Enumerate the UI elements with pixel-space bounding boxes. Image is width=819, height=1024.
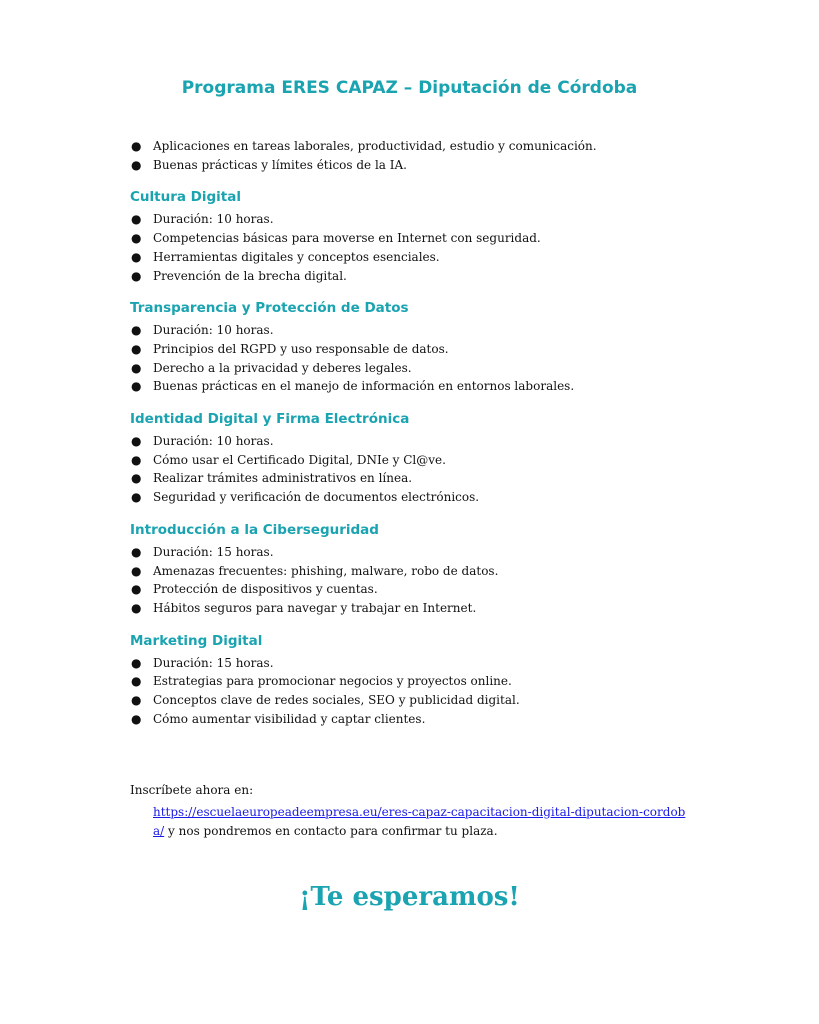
- list-item-text: Cómo usar el Certificado Digital, DNIe y Cl@ve.: [153, 452, 446, 467]
- bullet-icon: ●: [131, 268, 142, 283]
- list-item: [130, 580, 730, 599]
- list-item: [130, 562, 730, 581]
- list-item: [130, 377, 730, 396]
- list-item: [130, 137, 730, 156]
- list-item-text: Buenas prácticas y límites éticos de la IA.: [153, 157, 407, 172]
- registration-link[interactable]: https://escuelaeuropeadeempresa.eu/eres-capaz-capacitacion-digital-diputacion-cordoba/: [153, 805, 686, 838]
- bullet-icon: ●: [131, 231, 142, 246]
- section-heading-transparencia: Transparencia y Protección de Datos: [130, 300, 409, 317]
- list-item: [130, 248, 730, 267]
- bullet-icon: ●: [131, 341, 142, 356]
- list-item: [130, 321, 730, 340]
- bullet-icon: ●: [131, 379, 142, 394]
- list-item: [130, 229, 730, 248]
- list-item-text: Conceptos clave de redes sociales, SEO y publicidad digital.: [153, 693, 520, 708]
- list-item-text: Protección de dispositivos y cuentas.: [153, 582, 378, 597]
- list-item: [130, 156, 730, 175]
- list-item: [130, 710, 730, 729]
- list-item: [130, 488, 730, 507]
- list-item: [130, 210, 730, 229]
- section-list-ciberseguridad: [130, 543, 730, 618]
- section-heading-cultura-digital: Cultura Digital: [130, 189, 241, 206]
- list-item: [130, 672, 730, 691]
- registration-lead: Inscríbete ahora en:: [130, 783, 254, 797]
- list-item-text: Competencias básicas para moverse en Internet con seguridad.: [153, 231, 541, 246]
- list-item: [130, 267, 730, 286]
- list-item-text: Duración: 10 horas.: [153, 323, 274, 338]
- list-item-text: Buenas prácticas en el manejo de información en entornos laborales.: [153, 379, 575, 394]
- bullet-icon: ●: [131, 674, 142, 689]
- bullet-icon: ●: [131, 249, 142, 264]
- section-list-transparencia: [130, 321, 730, 396]
- bullet-icon: ●: [131, 711, 142, 726]
- bullet-icon: ●: [131, 563, 142, 578]
- bullet-icon: ●: [131, 693, 142, 708]
- list-item-text: Derecho a la privacidad y deberes legales.: [153, 360, 412, 375]
- list-item-text: Aplicaciones en tareas laborales, productividad, estudio y comunicación.: [153, 139, 597, 153]
- document-title: Programa ERES CAPAZ – Diputación de Córdoba: [181, 78, 638, 98]
- list-item-text: Amenazas frecuentes: phishing, malware, robo de datos.: [153, 563, 499, 578]
- bullet-icon: ●: [131, 490, 142, 505]
- list-item-text: Seguridad y verificación de documentos electrónicos.: [153, 490, 480, 505]
- bullet-icon: ●: [131, 582, 142, 597]
- list-item: [130, 599, 730, 618]
- bullet-icon: ●: [131, 471, 142, 486]
- list-item-text: Estrategias para promocionar negocios y proyectos online.: [153, 674, 512, 689]
- section-heading-identidad-digital: Identidad Digital y Firma Electrónica: [130, 411, 410, 428]
- section-heading-marketing-digital: Marketing Digital: [130, 632, 263, 649]
- list-item: [130, 543, 730, 562]
- list-item: [130, 691, 730, 710]
- list-item-text: Duración: 10 horas.: [153, 212, 274, 227]
- bullet-icon: ●: [131, 600, 142, 615]
- intro-bullet-list: [130, 137, 730, 174]
- bullet-icon: ●: [131, 434, 142, 449]
- list-item-text: Hábitos seguros para navegar y trabajar en Internet.: [153, 600, 477, 615]
- list-item-text: Prevención de la brecha digital.: [153, 268, 347, 283]
- list-item-text: Duración: 15 horas.: [153, 655, 274, 670]
- bullet-icon: ●: [131, 655, 142, 670]
- closing-message: ¡Te esperamos!: [299, 882, 520, 912]
- list-item-text: Principios del RGPD y uso responsable de datos.: [153, 341, 449, 356]
- list-item-text: Cómo aumentar visibilidad y captar clientes.: [153, 711, 426, 726]
- bullet-icon: ●: [131, 212, 142, 227]
- section-list-marketing-digital: [130, 654, 730, 729]
- section-heading-ciberseguridad: Introducción a la Ciberseguridad: [130, 521, 379, 538]
- bullet-icon: ●: [131, 323, 142, 338]
- registration-block: [130, 781, 710, 841]
- list-item-text: Duración: 15 horas.: [153, 544, 274, 559]
- list-item: [130, 432, 730, 451]
- list-item-text: Realizar trámites administrativos en línea.: [153, 471, 413, 486]
- registration-link-paragraph: [153, 803, 693, 841]
- list-item: [130, 340, 730, 359]
- list-item-text: Herramientas digitales y conceptos esenciales.: [153, 249, 440, 264]
- bullet-icon: ●: [131, 157, 142, 172]
- list-item: [130, 469, 730, 488]
- bullet-icon: ●: [131, 544, 142, 559]
- registration-after-link: y nos pondremos en contacto para confirmar tu plaza.: [164, 824, 498, 838]
- bullet-icon: ●: [131, 139, 142, 153]
- section-list-identidad-digital: [130, 432, 730, 507]
- list-item: [130, 451, 730, 470]
- section-list-cultura-digital: [130, 210, 730, 285]
- document-body: [130, 137, 730, 728]
- list-item-text: Duración: 10 horas.: [153, 434, 274, 449]
- list-item: [130, 359, 730, 378]
- list-item: [130, 654, 730, 673]
- bullet-icon: ●: [131, 360, 142, 375]
- bullet-icon: ●: [131, 452, 142, 467]
